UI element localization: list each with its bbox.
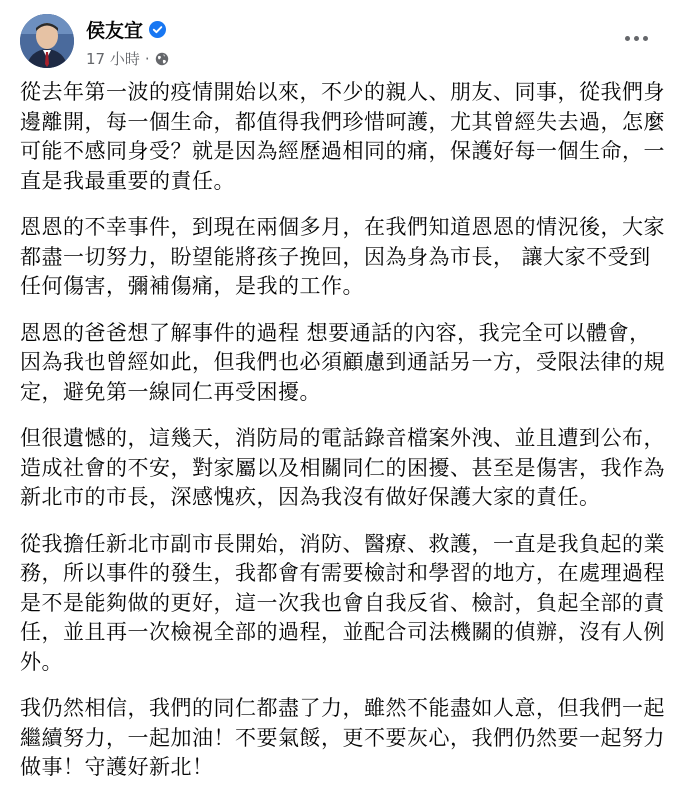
avatar-image <box>20 14 74 68</box>
verified-badge-icon <box>149 21 166 38</box>
more-dot <box>625 36 630 41</box>
more-dot <box>643 36 648 41</box>
more-options-icon[interactable] <box>621 28 651 48</box>
post-paragraph: 恩恩的爸爸想了解事件的過程 想要通話的內容，我完全可以體會，因為我也曾經如此，但我們也必須顧慮到通話另一方，受限法律的規定，避免第一線同仁再受困擾。 <box>20 320 665 404</box>
post-body <box>20 78 670 800</box>
post-paragraph: 恩恩的不幸事件，到現在兩個多月，在我們知道恩恩的情況後，大家都盡一切努力，盼望能將孩子挽回，因為身為市長， 讓大家不受到任何傷害，彌補傷痛，是我的工作。 <box>20 215 665 298</box>
meta-separator: · <box>144 49 150 68</box>
more-dot <box>634 36 639 41</box>
globe-icon[interactable] <box>155 52 169 66</box>
avatar[interactable] <box>20 14 74 68</box>
post-paragraph: 我仍然相信，我們的同仁都盡了力，雖然不能盡如人意，但我們一起繼續努力，一起加油！不要氣餒，更不要灰心，我們仍然要一起努力做事！守護好新北！ <box>20 696 665 779</box>
post-paragraph: 從我擔任新北市副市長開始，消防、醫療、救護，一直是我負起的業務，所以事件的發生，我都會有需要檢討和學習的地方，在處理過程是不是能夠做的更好，這一次我也會自我反省、檢討，負起全部的責任，並且再一次檢視全部的過程，並配合司法機關的偵辦，沒有人例外。 <box>20 531 665 674</box>
author-row <box>86 16 166 43</box>
post-paragraph: 但很遺憾的，這幾天，消防局的電話錄音檔案外洩、並且遭到公布，造成社會的不安，對家屬以及相關同仁的困擾、甚至是傷害，我作為新北市的市長，深感愧疚，因為我沒有做好保護大家的責任。 <box>20 426 665 509</box>
author-name[interactable]: 侯友宜 <box>86 20 144 42</box>
post-timestamp[interactable]: 17 小時 <box>86 50 140 68</box>
post-paragraph: 從去年第一波的疫情開始以來，不少的親人、朋友、同事，從我們身邊離開，每一個生命，都值得我們珍惜呵護，尤其曾經失去過，怎麼可能不感同身受？就是因為經歷過相同的痛，保護好每一個生命，一直是我最重要的責任。 <box>20 80 665 193</box>
post-header <box>20 14 663 70</box>
post-meta <box>86 48 169 69</box>
